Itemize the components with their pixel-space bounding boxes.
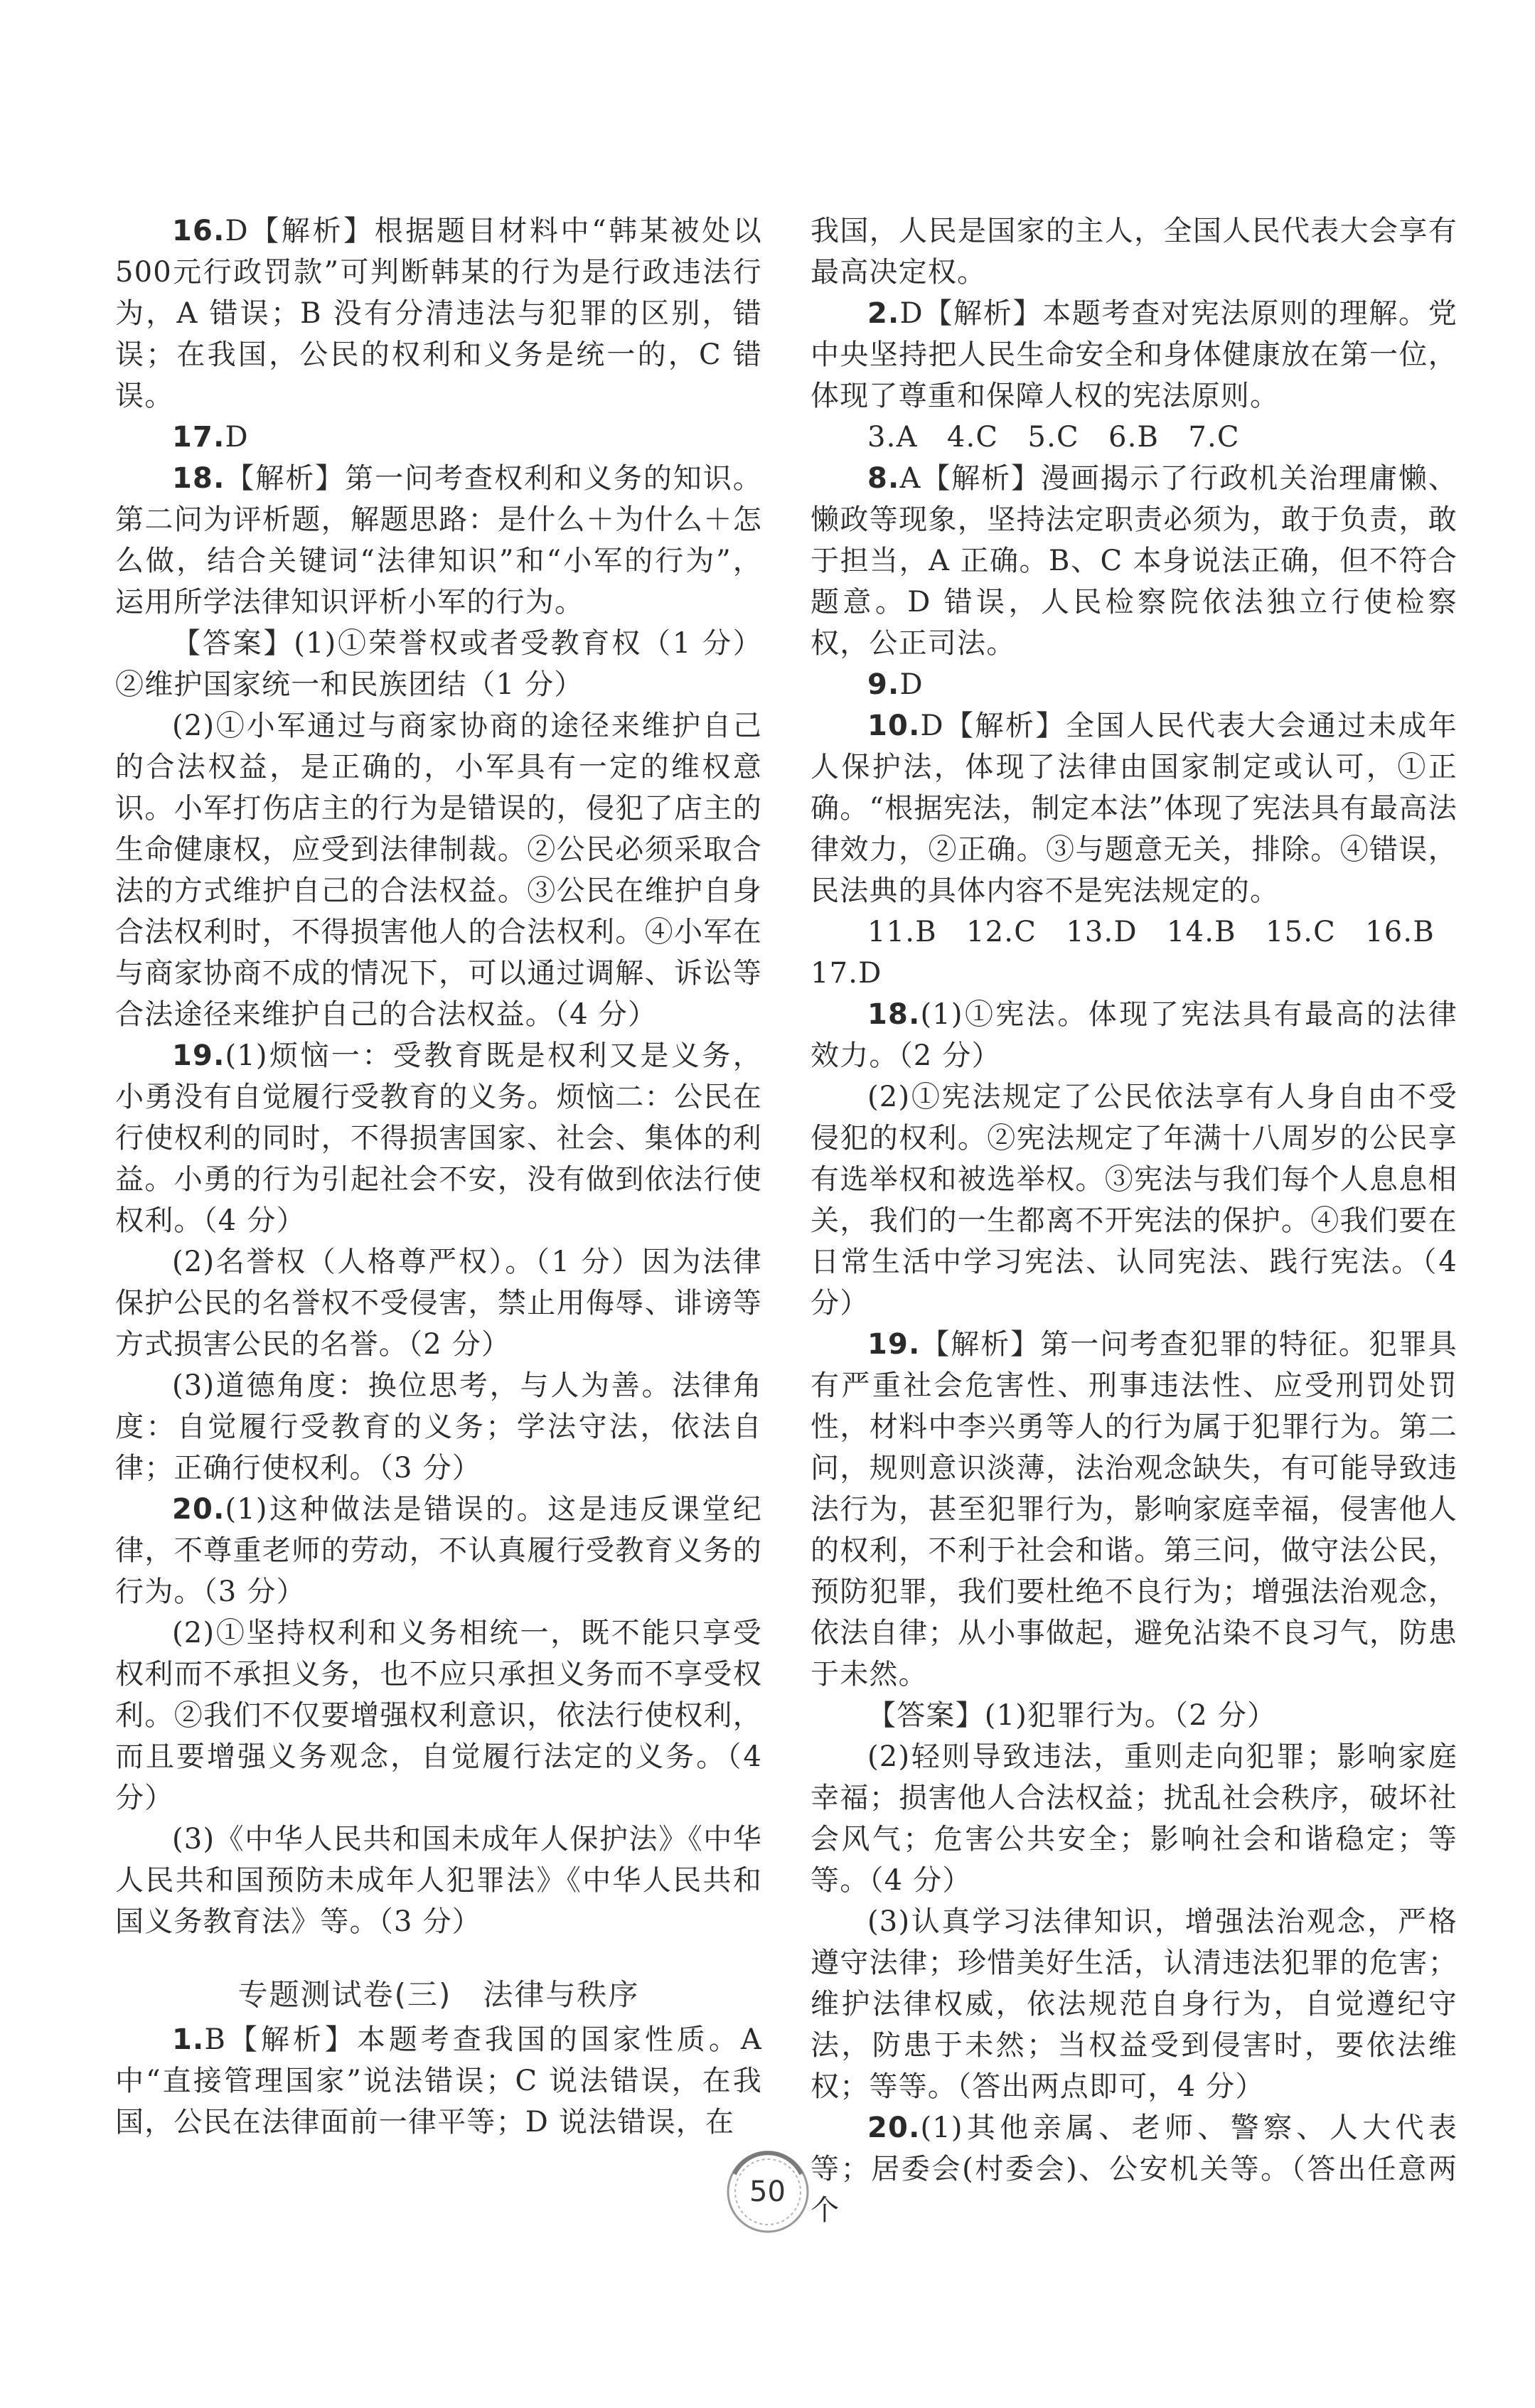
answer-text: (3)认真学习法律知识，增强法治观念，严格遵守法律；珍惜美好生活，认清违法犯罪的危害；维护法律权威，依法规范自身行为，自觉遵纪守法，防患于未然；当权益受到侵害时，要依法维权；等等。（答出两点即可，4 分） <box>811 1905 1458 2103</box>
answer-paragraph <box>811 1901 1458 2107</box>
answer-text: 【答案】(1)犯罪行为。（2 分） <box>867 1699 1277 1732</box>
answer-text: D【解析】本题考查对宪法原则的理解。党中央坚持把人民生命安全和身体健康放在第一位，体现了尊重和保障人权的宪法原则。 <box>811 297 1458 412</box>
answer-paragraph <box>115 2019 762 2143</box>
answer-paragraph <box>811 953 1458 994</box>
left-paragraphs <box>115 210 762 1942</box>
answer-text: (2)轻则导致违法，重则走向犯罪；影响家庭幸福；损害他人合法权益；扰乱社会秩序，破坏社会风气；危害公共安全；影响社会和谐稳定；等等。（4 分） <box>811 1740 1458 1897</box>
answer-text: (1)这种做法是错误的。这是违反课堂纪律，不尊重老师的劳动，不认真履行受教育义务的行为。（3 分） <box>115 1493 762 1608</box>
answer-paragraph <box>811 664 1458 705</box>
answer-text: (1)烦恼一：受教育既是权利又是义务，小勇没有自觉履行受教育的义务。烦恼二：公民在行使权利的同时，不得损害国家、社会、集体的利益。小勇的行为引起社会不安，没有做到依法行使权利。（4 分） <box>115 1039 762 1237</box>
answer-paragraph <box>811 911 1458 953</box>
answer-text: (1)①宪法。体现了宪法具有最高的法律效力。（2 分） <box>811 998 1458 1072</box>
right-column <box>811 210 1458 2231</box>
answer-paragraph <box>811 1324 1458 1695</box>
page-number: 50 <box>749 2176 786 2208</box>
answer-text: 【答案】(1)①荣誉权或者受教育权（1 分）②维护国家统一和民族团结（1 分） <box>115 627 762 701</box>
answer-text: (3)《中华人民共和国未成年人保护法》《中华人民共和国预防未成年人犯罪法》《中华人民共和国义务教育法》等。（3 分） <box>115 1823 762 1938</box>
question-number: 1. <box>172 2023 205 2056</box>
left-column <box>115 210 762 2143</box>
answer-paragraph <box>811 417 1458 458</box>
answer-paragraph <box>115 1819 762 1942</box>
question-number: 10. <box>867 710 921 742</box>
answer-paragraph <box>811 705 1458 911</box>
question-number: 2. <box>867 297 900 330</box>
answer-paragraph <box>811 994 1458 1076</box>
answer-paragraph <box>115 1035 762 1241</box>
question-number: 18. <box>172 462 225 495</box>
answer-paragraph <box>115 417 762 458</box>
answer-text: (2)①坚持权利和义务相统一，既不能只享受权利而不承担义务，也不应只承担义务而不享受权利。②我们不仅要增强权利意识，依法行使权利，而且要增强义务观念，自觉履行法定的义务。（4 分） <box>115 1617 762 1814</box>
answer-paragraph <box>115 210 762 417</box>
question-number: 16. <box>172 215 225 247</box>
answer-paragraph <box>811 293 1458 417</box>
left-after-section <box>115 2019 762 2143</box>
answer-text: D【解析】根据题目材料中“韩某被处以500元行政罚款”可判断韩某的行为是行政违法行为，A 错误；B 没有分清违法与犯罪的区别，错误；在我国，公民的权利和义务是统一的，C 错误。 <box>115 215 762 412</box>
answer-text: (2)①小军通过与商家协商的途径来维护自己的合法权益，是正确的，小军具有一定的维权意识。小军打伤店主的行为是错误的，侵犯了店主的生命健康权，应受到法律制裁。②公民必须采取合法的方式维护自己的合法权益。③公民在维护自身合法权利时，不得损害他人的合法权利。④小军在与商家协商不成的情况下，可以通过调解、诉讼等合法途径来维护自己的合法权益。（4 分） <box>115 710 762 1031</box>
answer-text: (3)道德角度：换位思考，与人为善。法律角度：自觉履行受教育的义务；学法守法，依法自律；正确行使权利。（3 分） <box>115 1369 762 1484</box>
answer-paragraph <box>811 458 1458 664</box>
question-number: 20. <box>867 2112 921 2144</box>
answer-paragraph <box>115 623 762 705</box>
question-number: 19. <box>172 1039 225 1072</box>
answer-text: (1)其他亲属、老师、警察、人大代表等；居委会(村委会)、公安机关等。（答出任意两个 <box>811 2112 1458 2227</box>
right-paragraphs <box>811 293 1458 2231</box>
answer-paragraph <box>811 1736 1458 1901</box>
section-title: 专题测试卷(三) 法律与秩序 <box>237 1977 640 2012</box>
question-number: 20. <box>172 1493 225 1526</box>
answer-paragraph <box>115 1365 762 1489</box>
answer-paragraph <box>115 1241 762 1365</box>
answer-text: 3.A 4.C 5.C 6.B 7.C <box>867 421 1240 454</box>
question-number: 8. <box>867 462 900 495</box>
page-number-badge <box>722 2146 814 2238</box>
answer-text: B【解析】本题考查我国的国家性质。A 中“直接管理国家”说法错误；C 说法错误，在我国，公民在法律面前一律平等；D 说法错误，在 <box>115 2023 762 2139</box>
answer-paragraph <box>115 458 762 623</box>
answer-text: 【解析】第一问考查犯罪的特征。犯罪具有严重社会危害性、刑事违法性、应受刑罚处罚性，材料中李兴勇等人的行为属于犯罪行为。第二问，规则意识淡薄，法治观念缺失，有可能导致违法行为，甚至犯罪行为，影响家庭幸福，侵害他人的权利，不利于社会和谐。第三问，做守法公民，预防犯罪，我们要杜绝不良行为；增强法治观念，依法自律；从小事做起，避免沾染不良习气，防患于未然。 <box>811 1328 1458 1691</box>
answer-text: 【解析】第一问考查权利和义务的知识。第二问为评析题，解题思路：是什么＋为什么＋怎么做，结合关键词“法律知识”和“小军的行为”，运用所学法律知识评析小军的行为。 <box>115 462 762 619</box>
answer-text: 11.B 12.C 13.D 14.B 15.C 16.B <box>867 916 1435 948</box>
answer-text: (2)名誉权（人格尊严权）。（1 分）因为法律保护公民的名誉权不受侵害，禁止用侮辱、诽谤等方式损害公民的名誉。（2 分） <box>115 1246 762 1361</box>
answer-text: 17.D <box>811 957 882 990</box>
answer-text: (2)①宪法规定了公民依法享有人身自由不受侵犯的权利。②宪法规定了年满十八周岁的公民享有选举权和被选举权。③宪法与我们每个人息息相关，我们的一生都离不开宪法的保护。④我们要在日常生活中学习宪法、认同宪法、践行宪法。（4 分） <box>811 1081 1458 1320</box>
answer-paragraph <box>811 1695 1458 1736</box>
answer-paragraph <box>115 705 762 1035</box>
question-number: 19. <box>867 1328 921 1361</box>
answer-text: D <box>225 421 249 454</box>
answer-text: D【解析】全国人民代表大会通过未成年人保护法，体现了法律由国家制定或认可，①正确。“根据宪法，制定本法”体现了宪法具有最高法律效力，②正确。③与题意无关，排除。④错误，民法典的具体内容不是宪法规定的。 <box>811 710 1458 907</box>
continuation-text: 我国，人民是国家的主人，全国人民代表大会享有最高决定权。 <box>811 215 1458 289</box>
answer-paragraph <box>115 1489 762 1612</box>
answer-paragraph <box>811 2107 1458 2231</box>
question-number: 9. <box>867 668 900 701</box>
question-number: 18. <box>867 998 921 1031</box>
answer-text: D <box>899 668 924 701</box>
answer-paragraph <box>115 1612 762 1819</box>
answer-paragraph <box>811 1076 1458 1324</box>
question-number: 17. <box>172 421 225 454</box>
answer-text: A【解析】漫画揭示了行政机关治理庸懒、懒政等现象，坚持法定职责必须为，敢于负责，敢于担当，A 正确。B、C 本身说法正确，但不符合题意。D 错误，人民检察院依法独立行使检察权，公正司法。 <box>811 462 1458 660</box>
